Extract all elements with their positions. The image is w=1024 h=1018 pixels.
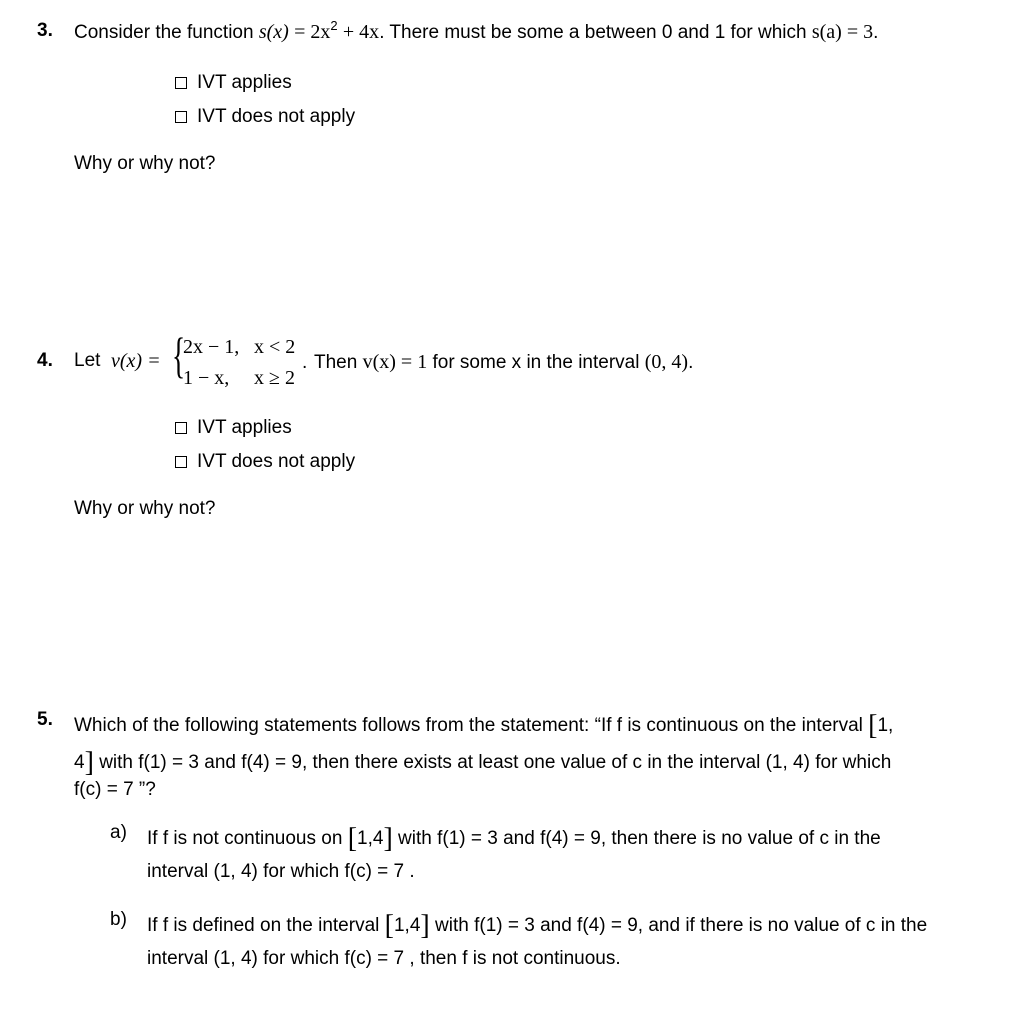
- q4-option-ivt-applies[interactable]: IVT applies: [175, 417, 292, 440]
- case-2-expr: 1 − x,: [183, 367, 230, 389]
- question-5-line-3: f(c) = 7 ”?: [74, 779, 156, 800]
- checkbox-icon[interactable]: [175, 111, 187, 123]
- question-5-line-2: 4] with f(1) = 3 and f(4) = 9, then there exists at least one value of c in the interval (1, 4) for which: [74, 747, 892, 778]
- checkbox-icon[interactable]: [175, 77, 187, 89]
- question-4-text: Then v(x) = 1 for some x in the interval (0, 4).: [314, 351, 694, 373]
- option-a-line-1: If f is not continuous on [1,4] with f(1) = 3 and f(4) = 9, then there is no value of c in the: [147, 823, 881, 854]
- question-5-number: 5.: [37, 709, 53, 730]
- checkbox-icon[interactable]: [175, 422, 187, 434]
- option-b-label: b): [110, 909, 127, 930]
- question-3-number: 3.: [37, 20, 53, 41]
- checkbox-icon[interactable]: [175, 456, 187, 468]
- q3-why-prompt: Why or why not?: [74, 153, 216, 174]
- q3-option-ivt-applies[interactable]: IVT applies: [175, 72, 292, 95]
- option-a-line-2: interval (1, 4) for which f(c) = 7 .: [147, 861, 415, 882]
- function-s: s(x): [258, 21, 289, 43]
- question-3-text: Consider the function $s(x) = 2x^2 + 4x$. There must be some a between 0 and 1 for which s(a) = 3.: [74, 18, 879, 43]
- case-2-cond: x ≥ 2: [254, 367, 295, 389]
- question-5-line-1: Which of the following statements follows from the statement: “If f is continuous on the interval [1,: [74, 710, 894, 741]
- option-b-line-1: If f is defined on the interval [1,4] with f(1) = 3 and f(4) = 9, and if there is no value of c in the: [147, 910, 928, 941]
- condition-v: v(x) = 1: [362, 351, 428, 373]
- q4-option-ivt-does-not-apply[interactable]: IVT does not apply: [175, 451, 355, 474]
- q4-why-prompt: Why or why not?: [74, 498, 216, 519]
- option-a-label: a): [110, 822, 127, 843]
- case-1-cond: x < 2: [254, 336, 296, 358]
- interval-0-4: (0, 4): [644, 351, 689, 373]
- case-1-expr: 2x − 1,: [183, 336, 240, 358]
- question-4-number: 4.: [37, 350, 53, 371]
- option-b-line-2: interval (1, 4) for which f(c) = 7 , then f is not continuous.: [147, 948, 621, 969]
- condition-s-a: s(a) = 3: [811, 21, 874, 43]
- q3-option-ivt-does-not-apply[interactable]: IVT does not apply: [175, 106, 355, 129]
- function-v: v(x) =: [111, 350, 161, 372]
- left-brace-icon: {: [172, 327, 186, 383]
